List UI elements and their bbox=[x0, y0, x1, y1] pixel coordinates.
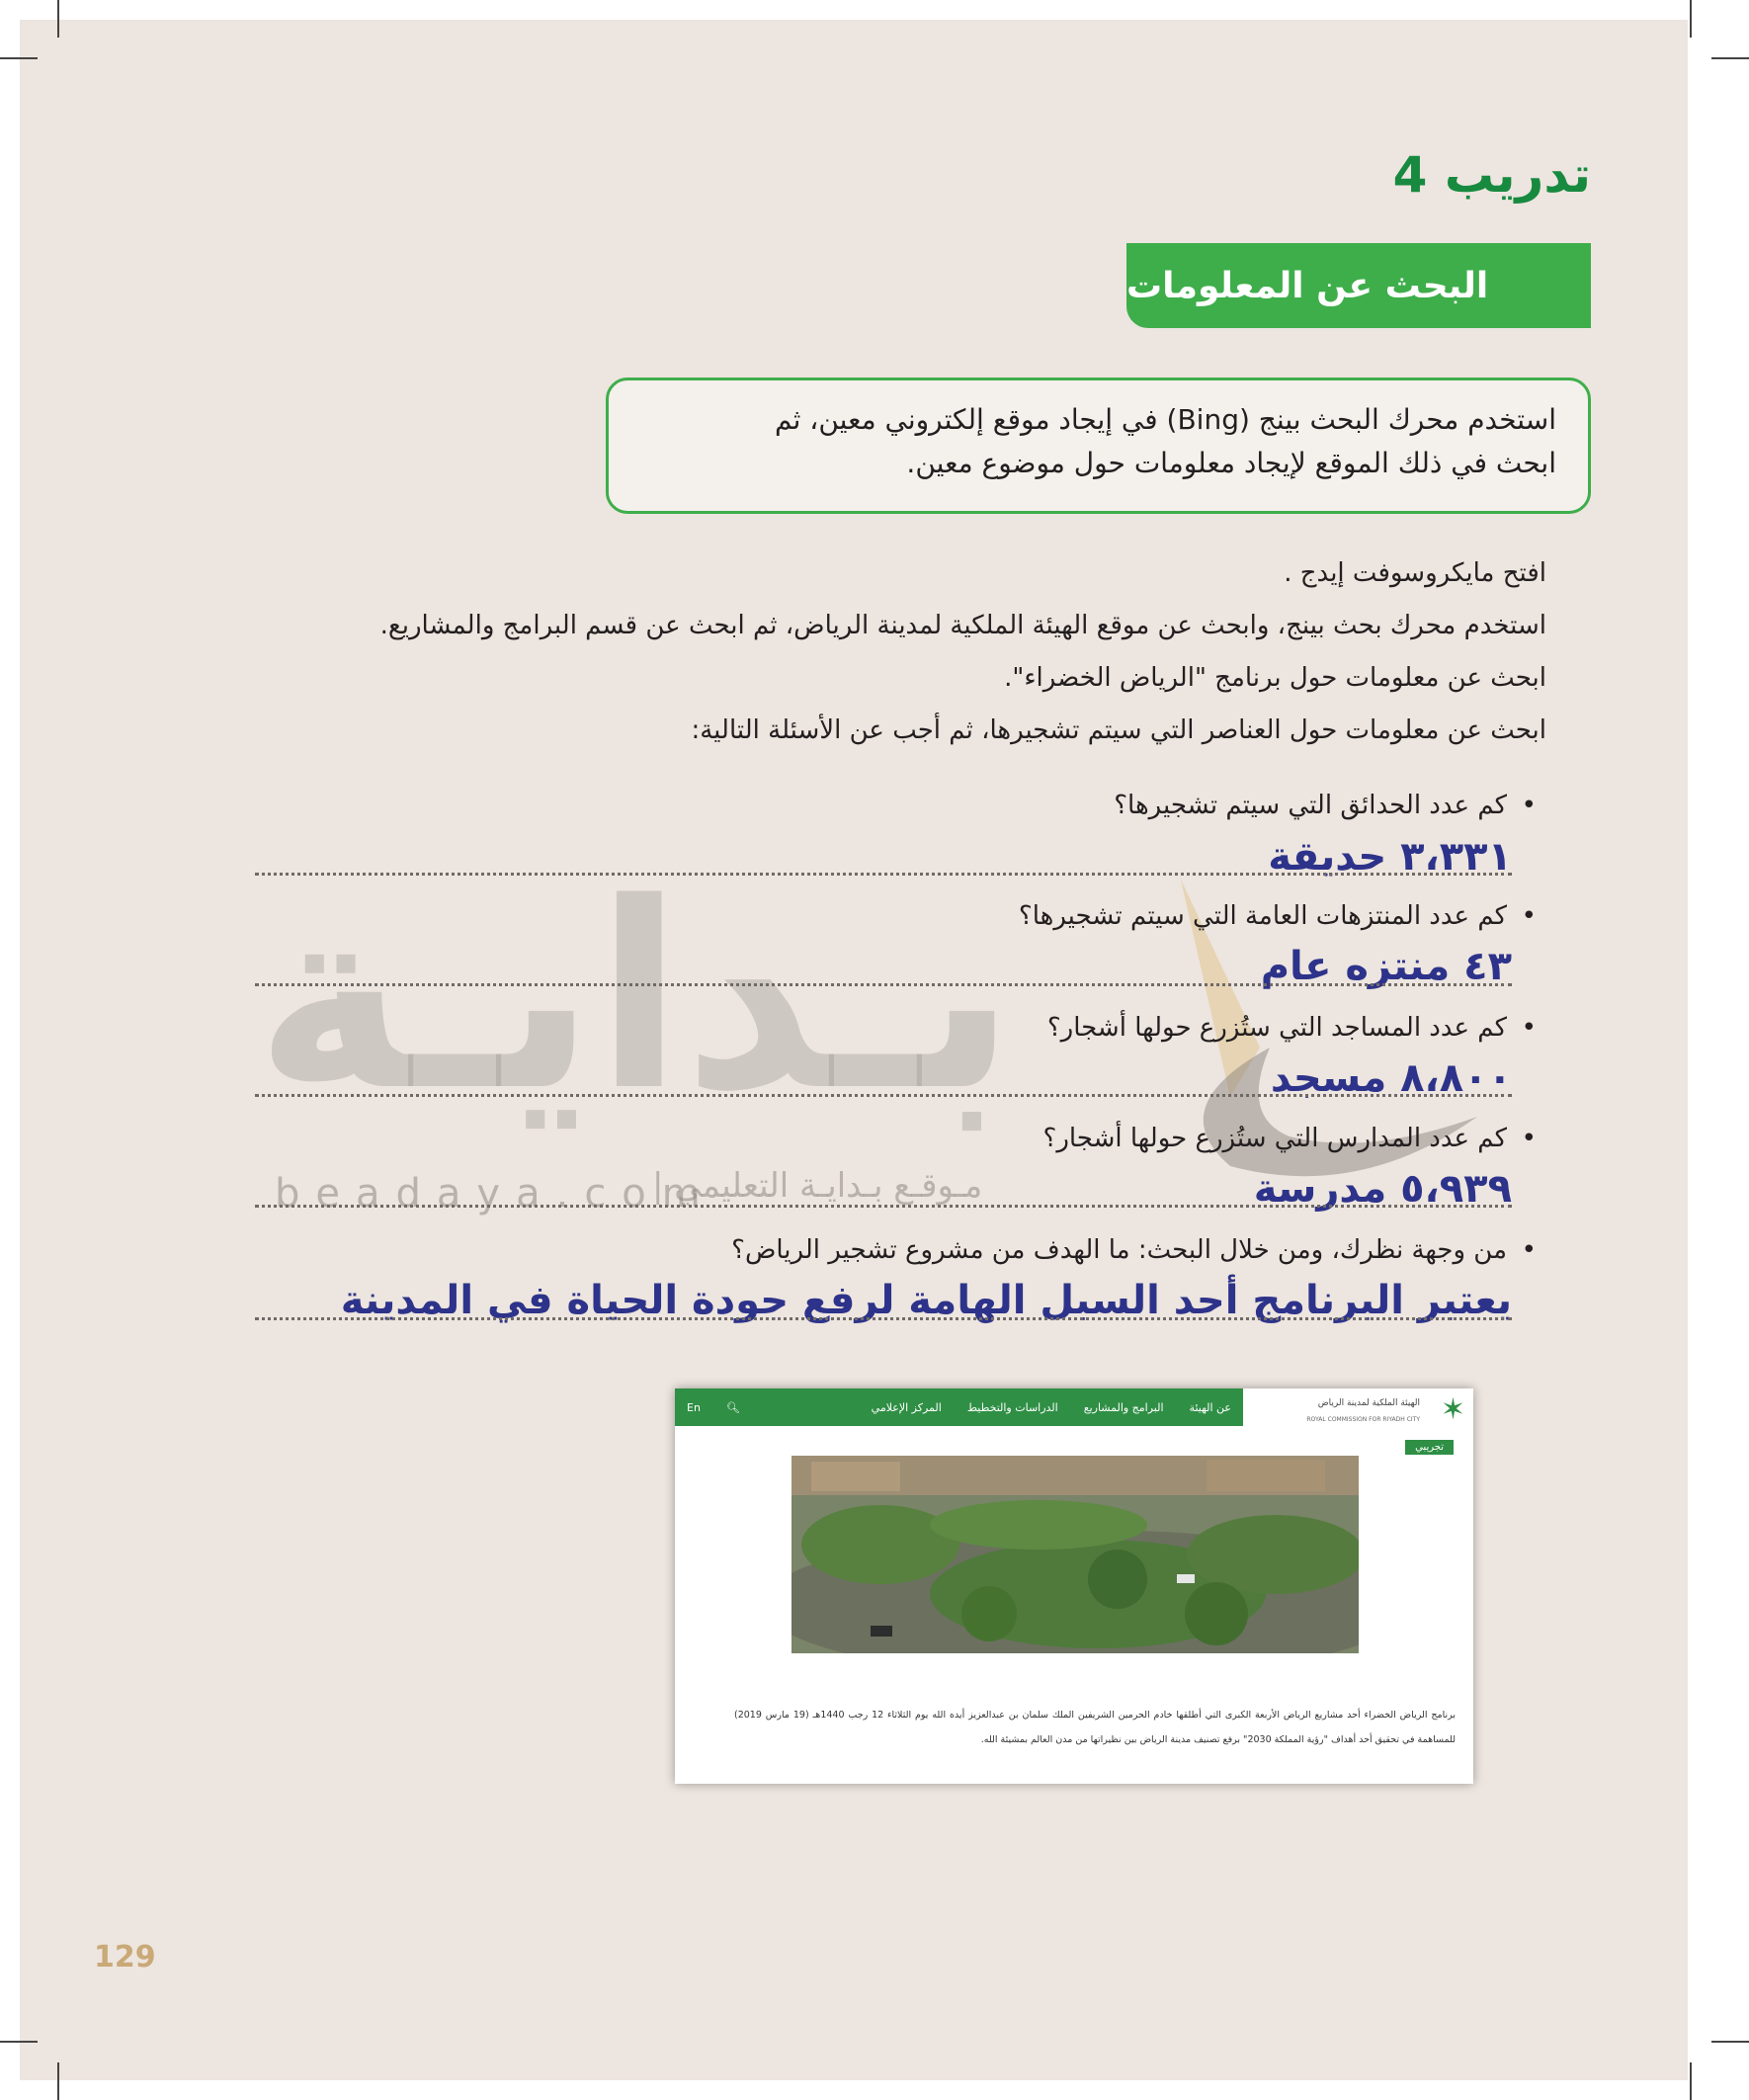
watermark-domain: beadaya.com bbox=[275, 1171, 716, 1217]
answer-1: ٣،٣٣١ حديقة bbox=[1268, 834, 1512, 880]
language-toggle[interactable]: En bbox=[687, 1400, 701, 1414]
answer-line bbox=[255, 1094, 1512, 1097]
answer-3: ٨،٨٠٠ مسجد bbox=[1270, 1055, 1512, 1101]
crop-mark bbox=[1711, 57, 1749, 59]
logo-english: ROYAL COMMISSION FOR RIYADH CITY bbox=[1306, 1416, 1420, 1423]
riyadh-photo bbox=[791, 1456, 1359, 1653]
crop-mark bbox=[1711, 2041, 1749, 2043]
nav-item[interactable]: المركز الإعلامي bbox=[871, 1400, 942, 1414]
answer-line bbox=[255, 983, 1512, 986]
crop-mark bbox=[0, 2041, 38, 2043]
crop-mark bbox=[1690, 2062, 1692, 2100]
question-3 bbox=[252, 1008, 1537, 1048]
question-1 bbox=[252, 786, 1537, 825]
site-logo bbox=[1248, 1392, 1465, 1436]
crop-mark bbox=[1690, 0, 1692, 38]
instruction-box bbox=[606, 378, 1591, 514]
question-text: • كم عدد المنتزهات العامة التي سيتم تشجيرها؟ bbox=[252, 896, 1537, 936]
site-paragraph: برنامج الرياض الخضراء أحد مشاريع الرياض الأربعة الكبرى التي أطلقها خادم الحرمين الشريفين الملك سلمان بن عبدالعزيز أيده الله يوم الثلاثاء 12 رجب 1440هـ (19 مارس 2019) للمساهمة في تحقيق أحد أهداف "رؤية المملكة 2030" برفع تصنيف مدينة الرياض بين نظيراتها من مدن العالم بمشيئة الله. bbox=[734, 1710, 1457, 1745]
logo-arabic: الهيئة الملكية لمدينة الرياض bbox=[1317, 1398, 1420, 1408]
crop-mark bbox=[0, 57, 38, 59]
page-number: 129 bbox=[94, 1940, 156, 1974]
answer-4: ٥،٩٣٩ مدرسة bbox=[1253, 1166, 1512, 1212]
step-item: استخدم محرك بحث بينج، وابحث عن موقع الهيئة الملكية لمدينة الرياض، ثم ابحث عن قسم البرامج والمشاريع. bbox=[379, 611, 1546, 640]
step-item: ابحث عن معلومات حول برنامج "الرياض الخضراء". bbox=[1004, 663, 1546, 693]
watermark-logo: بـدايـة bbox=[255, 849, 1016, 1147]
question-text: • كم عدد المساجد التي ستُزرع حولها أشجار؟ bbox=[252, 1008, 1537, 1048]
site-nav bbox=[675, 1388, 1243, 1426]
nav-item[interactable]: البرامج والمشاريع bbox=[1083, 1400, 1164, 1414]
palm-emblem-icon: ✶ bbox=[1440, 1392, 1465, 1427]
website-screenshot bbox=[675, 1388, 1473, 1784]
section-heading: البحث عن المعلومات bbox=[1126, 243, 1591, 328]
nav-item[interactable]: الدراسات والتخطيط bbox=[966, 1400, 1058, 1414]
page-title: تدريب 4 bbox=[1392, 146, 1591, 204]
question-text: • كم عدد المدارس التي ستُزرع حولها أشجار؟ bbox=[252, 1119, 1537, 1158]
instruction-line: ابحث في ذلك الموقع لإيجاد معلومات حول موضوع معين. bbox=[906, 447, 1556, 479]
question-text: • من وجهة نظرك، ومن خلال البحث: ما الهدف من مشروع تشجير الرياض؟ bbox=[252, 1230, 1537, 1270]
answer-line bbox=[255, 873, 1512, 876]
answer-2: ٤٣ منتزه عام bbox=[1260, 944, 1512, 989]
step-item: افتح مايكروسوفت إيدج . bbox=[1284, 558, 1546, 588]
steps-list bbox=[262, 553, 1546, 763]
crop-mark bbox=[57, 0, 59, 38]
badge: تجريبي bbox=[1405, 1440, 1454, 1455]
question-5 bbox=[252, 1230, 1537, 1270]
watermark-tagline: مـوقـع بـدايـة التعليمي | bbox=[652, 1166, 983, 1206]
question-text: • كم عدد الحدائق التي سيتم تشجيرها؟ bbox=[252, 786, 1537, 825]
answer-line bbox=[255, 1205, 1512, 1208]
nav-item[interactable]: عن الهيئة bbox=[1189, 1400, 1231, 1414]
instruction-line: استخدم محرك البحث بينج (Bing) في إيجاد موقع إلكتروني معين، ثم bbox=[774, 403, 1556, 436]
step-item: ابحث عن معلومات حول العناصر التي سيتم تشجيرها، ثم أجب عن الأسئلة التالية: bbox=[691, 715, 1546, 745]
answer-line bbox=[255, 1317, 1512, 1320]
question-2 bbox=[252, 896, 1537, 936]
question-4 bbox=[252, 1119, 1537, 1158]
answer-5: يعتبر البرنامج أحد السبل الهامة لرفع جودة الحياة في المدينة bbox=[340, 1278, 1512, 1323]
crop-mark bbox=[57, 2062, 59, 2100]
search-icon[interactable]: 🔍︎ bbox=[725, 1400, 740, 1414]
